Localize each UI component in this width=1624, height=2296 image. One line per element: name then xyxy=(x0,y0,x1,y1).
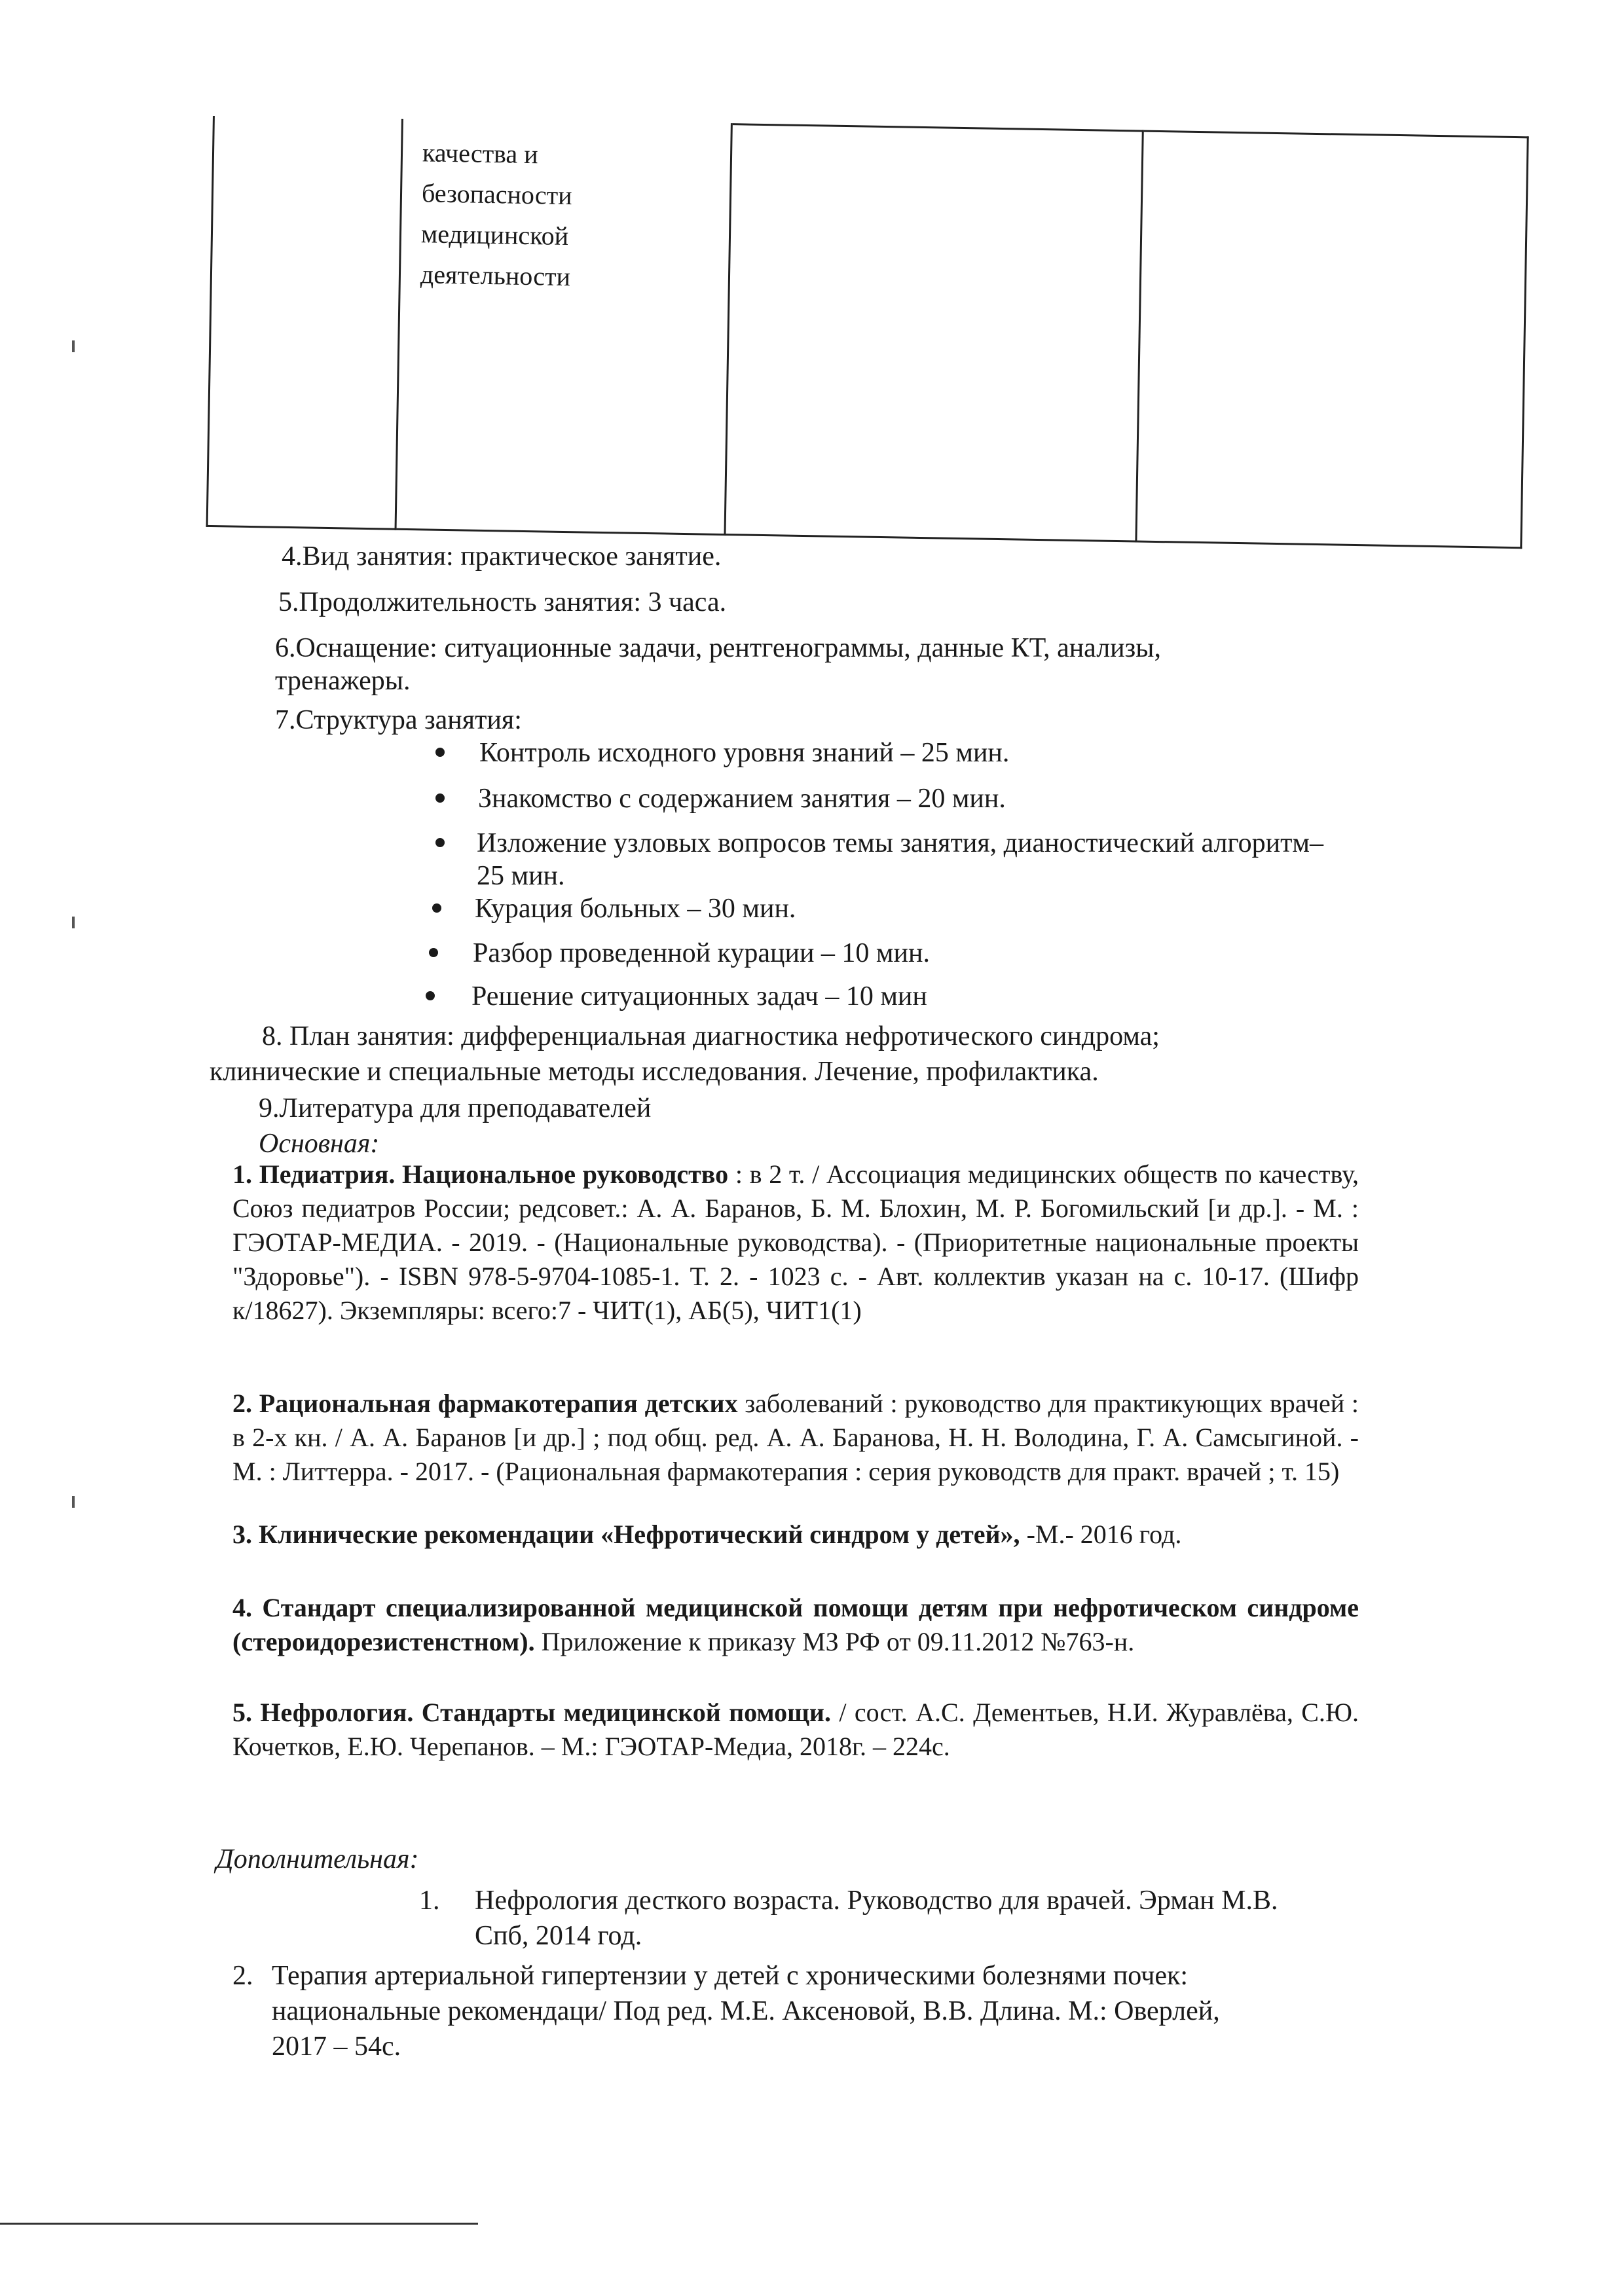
ref-title: 4. Стандарт специализированной медицинской помощи детям при нефротическом синдроме (стероидорезистенстном). xyxy=(232,1593,1359,1656)
ref-text: заболеваний : руководство для практикующих врачей : в 2-х кн. / А. А. Баранов [и др.] ; под общ. ред. А. А. Баранова, Н. Н. Володина, Г. А. Самсыгиной. - М. : Литтерра. - 2017. - (Рациональная фармакотерапия : серия руководств для практ. врачей ; т. 15) xyxy=(232,1389,1359,1486)
ref-title: 1. Педиатрия. Национальное руководство xyxy=(232,1159,729,1189)
bullet-icon xyxy=(435,838,445,847)
ref-title: 5. Нефрология. Стандарты медицинской помощи. xyxy=(232,1698,831,1727)
margin-mark xyxy=(72,340,75,352)
reference-1 xyxy=(232,1157,1359,1328)
extra-ref-line: 2017 – 54с. xyxy=(272,2032,401,2062)
structure-item: Знакомство с содержанием занятия – 20 мин. xyxy=(478,784,1006,814)
extra-ref-number: 1. xyxy=(419,1886,440,1916)
extra-ref-line: Спб, 2014 год. xyxy=(475,1921,642,1951)
structure-item-cont: 25 мин. xyxy=(477,861,565,891)
margin-mark xyxy=(72,917,75,928)
extra-ref-line: национальные рекомендаци/ Под ред. М.Е. Аксеновой, В.В. Длина. М.: Оверлей, xyxy=(272,1996,1220,2026)
ref-text: Приложение к приказу МЗ РФ от 09.11.2012 №763-н. xyxy=(534,1627,1135,1656)
section-4: 4.Вид занятия: практическое занятие. xyxy=(282,541,722,572)
reference-4 xyxy=(232,1591,1359,1659)
ref-title: 3. Клинические рекомендации «Нефротический синдром у детей», xyxy=(232,1520,1020,1549)
table-cell-topic xyxy=(396,118,731,534)
extra-literature-label: Дополнительная: xyxy=(216,1844,419,1874)
section-5: 5.Продолжительность занятия: 3 часа. xyxy=(278,587,727,617)
ref-title: 2. Рациональная фармакотерапия детских xyxy=(232,1389,738,1418)
section-6-cont: тренажеры. xyxy=(275,666,411,696)
bullet-icon xyxy=(426,991,435,1000)
footer-rule xyxy=(0,2223,478,2225)
cell-line: качества и xyxy=(422,137,539,169)
section-6: 6.Оснащение: ситуационные задачи, рентгенограммы, данные КТ, анализы, xyxy=(275,633,1161,663)
extra-ref-line: Терапия артериальной гипертензии у детей с хроническими болезнями почек: xyxy=(272,1961,1189,1991)
plan-line: 8. План занятия: дифференциальная диагностика нефротического синдрома; xyxy=(262,1021,1160,1051)
cell-line: деятельности xyxy=(420,259,571,291)
bullet-icon xyxy=(429,948,438,957)
reference-5 xyxy=(232,1696,1359,1764)
plan-line: клинические и специальные методы исследования. Лечение, профилактика. xyxy=(210,1057,1099,1087)
section-7: 7.Структура занятия: xyxy=(275,705,522,735)
extra-ref-line: Нефрология десткого возраста. Руководство для врачей. Эрман М.В. xyxy=(475,1886,1278,1916)
bullet-icon xyxy=(435,748,445,757)
bullet-icon xyxy=(432,903,441,913)
bullet-icon xyxy=(435,793,445,803)
structure-item: Разбор проведенной курации – 10 мин. xyxy=(473,938,930,968)
reference-2 xyxy=(232,1387,1359,1489)
table-cell xyxy=(1136,131,1528,548)
structure-item: Решение ситуационных задач – 10 мин xyxy=(471,981,927,1011)
ref-text: -М.- 2016 год. xyxy=(1020,1520,1182,1549)
table-cell xyxy=(725,124,1143,541)
literature-title: 9.Литература для преподавателей xyxy=(259,1093,652,1123)
margin-mark xyxy=(72,1496,75,1508)
ref-text: / сост. А.С. Дементьев, Н.И. Журавлёва, С.Ю. Кочетков, Е.Ю. Черепанов. – М.: ГЭОТАР-Медиа, 2018г. – 224с. xyxy=(232,1698,1359,1761)
ref-text: : в 2 т. / Ассоциация медицинских обществ по качеству, Союз педиатров России; редсовет.: А. А. Баранов, Б. М. Блохин, М. Р. Богомильский [и др.]. - М. : ГЭОТАР-МЕДИА. - 2019. - (Национальные руководства). - (Приоритетные национальные проекты "Здоровье"). - ISBN 978-5-9704-1085-1. Т. 2. - 1023 с. - Авт. коллектив указан на с. 10-17. (Шифр к/18627). Экземпляры: всего:7 - ЧИТ(1), АБ(5), ЧИТ1(1) xyxy=(232,1159,1359,1325)
cell-line: медицинской xyxy=(420,218,569,251)
table-cell xyxy=(207,116,402,530)
structure-item: Контроль исходного уровня знаний – 25 мин. xyxy=(479,738,1010,768)
structure-item: Курация больных – 30 мин. xyxy=(475,894,796,924)
cell-line: безопасности xyxy=(421,177,573,210)
main-literature-label: Основная: xyxy=(259,1129,380,1159)
reference-3 xyxy=(232,1518,1359,1552)
continuation-table xyxy=(206,115,1529,549)
extra-ref-number: 2. xyxy=(232,1961,253,1991)
structure-item: Изложение узловых вопросов темы занятия, дианостический алгоритм– xyxy=(477,828,1323,858)
